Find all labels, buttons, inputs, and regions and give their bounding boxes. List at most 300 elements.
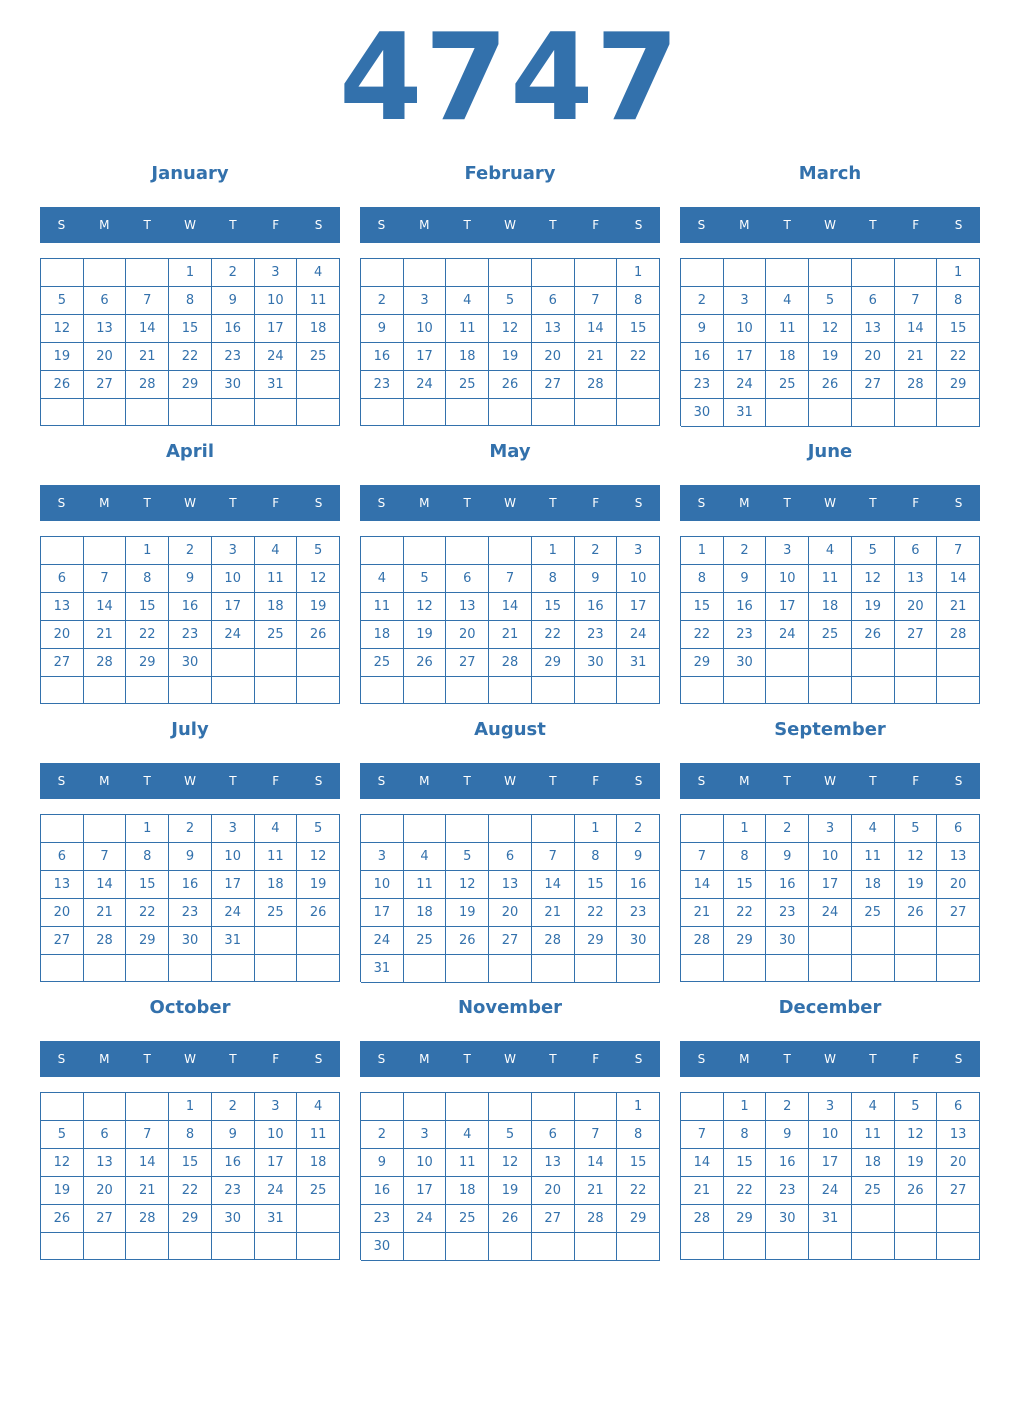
day-cell: 27	[937, 899, 980, 927]
empty-cell	[84, 955, 127, 982]
day-cell: 6	[41, 843, 84, 871]
day-cell: 11	[809, 565, 852, 593]
weekday-header	[680, 207, 980, 243]
day-cell: 12	[41, 315, 84, 343]
empty-cell	[84, 815, 127, 843]
empty-cell	[361, 815, 404, 843]
empty-cell	[895, 1233, 938, 1260]
weekday-label: T	[463, 218, 471, 232]
day-cell: 16	[575, 593, 618, 621]
weekday-label: M	[419, 496, 430, 510]
empty-cell	[126, 1093, 169, 1121]
day-cell: 24	[255, 343, 298, 371]
empty-cell	[852, 927, 895, 955]
day-cell: 23	[361, 371, 404, 399]
day-cell: 15	[532, 593, 575, 621]
empty-cell	[212, 399, 255, 426]
day-cell: 19	[489, 343, 532, 371]
empty-cell	[937, 1205, 980, 1233]
day-cell: 12	[297, 565, 340, 593]
day-cell: 5	[895, 1093, 938, 1121]
day-cell: 28	[937, 621, 980, 649]
day-cell: 30	[766, 1205, 809, 1233]
day-cell: 5	[41, 287, 84, 315]
month-title: December	[778, 997, 882, 1018]
empty-cell	[617, 1233, 660, 1261]
day-cell: 4	[297, 259, 340, 287]
empty-cell	[41, 399, 84, 426]
empty-cell	[297, 1205, 340, 1233]
day-cell: 7	[126, 287, 169, 315]
day-cell: 6	[41, 565, 84, 593]
day-cell: 26	[404, 649, 447, 677]
day-cell: 24	[809, 899, 852, 927]
day-cell: 18	[297, 1149, 340, 1177]
day-cell: 13	[84, 315, 127, 343]
empty-cell	[297, 1233, 340, 1260]
month-november	[360, 994, 660, 1260]
day-cell: 16	[169, 871, 212, 899]
day-cell: 24	[212, 899, 255, 927]
day-cell: 20	[895, 593, 938, 621]
month-march	[680, 160, 980, 426]
empty-cell	[809, 1233, 852, 1260]
day-cell: 16	[617, 871, 660, 899]
day-cell: 17	[724, 343, 767, 371]
day-cell: 20	[84, 1177, 127, 1205]
day-cell: 30	[617, 927, 660, 955]
day-cell: 12	[41, 1149, 84, 1177]
day-cell: 28	[84, 927, 127, 955]
weekday-label: F	[272, 218, 280, 232]
day-grid	[680, 258, 980, 426]
day-cell: 24	[361, 927, 404, 955]
day-cell: 10	[212, 843, 255, 871]
weekday-header	[40, 763, 340, 799]
day-cell: 15	[575, 871, 618, 899]
day-cell: 25	[255, 899, 298, 927]
day-cell: 2	[766, 1093, 809, 1121]
weekday-label: T	[143, 218, 151, 232]
empty-cell	[446, 1093, 489, 1121]
day-cell: 30	[681, 399, 724, 427]
day-cell: 24	[617, 621, 660, 649]
day-cell: 15	[126, 871, 169, 899]
day-cell: 21	[575, 343, 618, 371]
weekday-label: M	[99, 496, 110, 510]
empty-cell	[404, 955, 447, 983]
day-cell: 26	[489, 1205, 532, 1233]
empty-cell	[126, 955, 169, 982]
month-october	[40, 994, 340, 1260]
empty-cell	[532, 815, 575, 843]
day-cell: 8	[724, 843, 767, 871]
day-cell: 29	[169, 1205, 212, 1233]
day-cell: 8	[575, 843, 618, 871]
day-cell: 7	[84, 843, 127, 871]
empty-cell	[255, 399, 298, 426]
day-cell: 8	[617, 287, 660, 315]
empty-cell	[126, 677, 169, 704]
day-cell: 20	[41, 621, 84, 649]
day-cell: 20	[937, 1149, 980, 1177]
day-cell: 13	[532, 315, 575, 343]
day-cell: 10	[255, 1121, 298, 1149]
day-cell: 19	[489, 1177, 532, 1205]
day-cell: 5	[404, 565, 447, 593]
day-cell: 15	[617, 315, 660, 343]
weekday-label: T	[869, 496, 877, 510]
day-cell: 6	[937, 1093, 980, 1121]
day-cell: 26	[852, 621, 895, 649]
day-cell: 7	[575, 287, 618, 315]
empty-cell	[809, 259, 852, 287]
weekday-label: S	[314, 774, 323, 788]
day-cell: 17	[361, 899, 404, 927]
empty-cell	[212, 955, 255, 982]
empty-cell	[937, 399, 980, 427]
day-cell: 9	[681, 315, 724, 343]
empty-cell	[41, 537, 84, 565]
day-cell: 17	[255, 315, 298, 343]
day-cell: 13	[84, 1149, 127, 1177]
day-cell: 12	[809, 315, 852, 343]
weekday-label: F	[272, 1052, 280, 1066]
day-cell: 10	[255, 287, 298, 315]
day-cell: 13	[489, 871, 532, 899]
empty-cell	[404, 1233, 447, 1261]
weekday-label: F	[272, 496, 280, 510]
weekday-label: T	[869, 774, 877, 788]
day-cell: 27	[532, 371, 575, 399]
day-cell: 8	[617, 1121, 660, 1149]
empty-cell	[766, 399, 809, 427]
day-cell: 6	[895, 537, 938, 565]
empty-cell	[297, 955, 340, 982]
day-cell: 28	[126, 371, 169, 399]
day-cell: 22	[532, 621, 575, 649]
day-cell: 14	[126, 315, 169, 343]
day-cell: 30	[361, 1233, 404, 1261]
day-cell: 25	[852, 1177, 895, 1205]
month-january	[40, 160, 340, 426]
weekday-label: T	[549, 1052, 557, 1066]
day-cell: 26	[895, 1177, 938, 1205]
empty-cell	[852, 259, 895, 287]
empty-cell	[681, 677, 724, 704]
day-cell: 21	[84, 621, 127, 649]
weekday-label: M	[739, 218, 750, 232]
empty-cell	[681, 1093, 724, 1121]
day-cell: 27	[852, 371, 895, 399]
day-cell: 26	[297, 899, 340, 927]
day-cell: 27	[446, 649, 489, 677]
day-cell: 16	[724, 593, 767, 621]
empty-cell	[255, 955, 298, 982]
empty-cell	[489, 815, 532, 843]
day-cell: 4	[297, 1093, 340, 1121]
empty-cell	[937, 955, 980, 982]
day-cell: 16	[169, 593, 212, 621]
empty-cell	[852, 955, 895, 982]
month-july	[40, 716, 340, 982]
day-cell: 7	[681, 843, 724, 871]
day-cell: 25	[297, 1177, 340, 1205]
weekday-label: S	[697, 496, 706, 510]
weekday-label: M	[739, 1052, 750, 1066]
empty-cell	[617, 371, 660, 399]
empty-cell	[212, 649, 255, 677]
day-cell: 22	[681, 621, 724, 649]
empty-cell	[404, 399, 447, 426]
empty-cell	[489, 259, 532, 287]
day-cell: 6	[532, 287, 575, 315]
day-cell: 5	[809, 287, 852, 315]
day-cell: 29	[617, 1205, 660, 1233]
day-cell: 14	[681, 871, 724, 899]
empty-cell	[532, 259, 575, 287]
day-cell: 9	[617, 843, 660, 871]
weekday-label: T	[463, 774, 471, 788]
day-cell: 19	[446, 899, 489, 927]
day-cell: 7	[895, 287, 938, 315]
day-cell: 2	[681, 287, 724, 315]
day-cell: 17	[212, 871, 255, 899]
month-september	[680, 716, 980, 982]
weekday-header	[680, 763, 980, 799]
empty-cell	[255, 1233, 298, 1260]
day-cell: 1	[681, 537, 724, 565]
day-cell: 24	[724, 371, 767, 399]
day-cell: 2	[575, 537, 618, 565]
day-cell: 10	[809, 843, 852, 871]
day-cell: 11	[297, 287, 340, 315]
day-cell: 13	[895, 565, 938, 593]
day-cell: 7	[126, 1121, 169, 1149]
empty-cell	[446, 1233, 489, 1261]
day-cell: 10	[212, 565, 255, 593]
day-cell: 4	[446, 287, 489, 315]
day-cell: 18	[852, 871, 895, 899]
day-cell: 17	[766, 593, 809, 621]
empty-cell	[84, 259, 127, 287]
day-cell: 4	[446, 1121, 489, 1149]
day-cell: 26	[895, 899, 938, 927]
month-title: September	[774, 719, 886, 740]
day-cell: 11	[297, 1121, 340, 1149]
empty-cell	[766, 1233, 809, 1260]
weekday-label: M	[99, 774, 110, 788]
day-cell: 1	[937, 259, 980, 287]
weekday-label: T	[783, 1052, 791, 1066]
day-cell: 25	[446, 1205, 489, 1233]
day-cell: 11	[766, 315, 809, 343]
weekday-label: F	[912, 1052, 920, 1066]
day-grid	[40, 814, 340, 982]
weekday-header	[360, 763, 660, 799]
weekday-label: M	[99, 218, 110, 232]
day-cell: 14	[532, 871, 575, 899]
weekday-label: W	[824, 218, 836, 232]
empty-cell	[169, 677, 212, 704]
day-cell: 19	[852, 593, 895, 621]
day-cell: 21	[84, 899, 127, 927]
empty-cell	[895, 259, 938, 287]
day-cell: 31	[255, 1205, 298, 1233]
day-cell: 20	[532, 343, 575, 371]
empty-cell	[895, 677, 938, 704]
empty-cell	[297, 649, 340, 677]
empty-cell	[255, 677, 298, 704]
empty-cell	[681, 955, 724, 982]
weekday-label: M	[419, 1052, 430, 1066]
month-title: July	[171, 719, 209, 740]
weekday-label: S	[634, 1052, 643, 1066]
empty-cell	[212, 1233, 255, 1260]
day-cell: 17	[255, 1149, 298, 1177]
weekday-label: F	[592, 1052, 600, 1066]
day-cell: 26	[446, 927, 489, 955]
day-cell: 17	[212, 593, 255, 621]
day-cell: 11	[852, 1121, 895, 1149]
empty-cell	[404, 537, 447, 565]
day-cell: 4	[255, 815, 298, 843]
day-cell: 13	[41, 593, 84, 621]
weekday-label: W	[824, 496, 836, 510]
day-cell: 6	[84, 1121, 127, 1149]
empty-cell	[41, 1233, 84, 1260]
day-cell: 6	[937, 815, 980, 843]
day-cell: 24	[404, 1205, 447, 1233]
day-cell: 16	[361, 343, 404, 371]
day-cell: 9	[724, 565, 767, 593]
day-cell: 13	[41, 871, 84, 899]
day-cell: 10	[361, 871, 404, 899]
empty-cell	[532, 677, 575, 704]
weekday-label: F	[592, 496, 600, 510]
weekday-label: T	[463, 1052, 471, 1066]
day-cell: 27	[41, 649, 84, 677]
empty-cell	[126, 1233, 169, 1260]
day-cell: 19	[297, 871, 340, 899]
empty-cell	[575, 677, 618, 704]
day-cell: 23	[681, 371, 724, 399]
day-cell: 8	[126, 565, 169, 593]
day-cell: 14	[126, 1149, 169, 1177]
day-cell: 22	[724, 1177, 767, 1205]
day-cell: 23	[169, 899, 212, 927]
empty-cell	[489, 677, 532, 704]
day-cell: 12	[895, 1121, 938, 1149]
empty-cell	[937, 677, 980, 704]
month-may	[360, 438, 660, 704]
empty-cell	[404, 815, 447, 843]
day-cell: 13	[852, 315, 895, 343]
day-cell: 14	[895, 315, 938, 343]
day-cell: 6	[532, 1121, 575, 1149]
day-cell: 25	[404, 927, 447, 955]
day-cell: 31	[724, 399, 767, 427]
empty-cell	[297, 927, 340, 955]
weekday-label: W	[824, 774, 836, 788]
month-february	[360, 160, 660, 426]
day-cell: 27	[895, 621, 938, 649]
weekday-label: S	[954, 218, 963, 232]
empty-cell	[361, 1093, 404, 1121]
empty-cell	[169, 399, 212, 426]
day-cell: 12	[297, 843, 340, 871]
day-grid	[360, 258, 660, 426]
day-cell: 4	[852, 1093, 895, 1121]
day-cell: 24	[212, 621, 255, 649]
day-cell: 2	[361, 287, 404, 315]
day-cell: 2	[212, 1093, 255, 1121]
day-cell: 15	[724, 871, 767, 899]
day-cell: 26	[297, 621, 340, 649]
day-cell: 29	[724, 927, 767, 955]
empty-cell	[681, 815, 724, 843]
day-cell: 11	[255, 565, 298, 593]
weekday-label: T	[229, 774, 237, 788]
day-cell: 21	[681, 899, 724, 927]
day-cell: 31	[809, 1205, 852, 1233]
empty-cell	[212, 677, 255, 704]
day-cell: 11	[852, 843, 895, 871]
empty-cell	[84, 399, 127, 426]
day-cell: 7	[937, 537, 980, 565]
day-cell: 21	[575, 1177, 618, 1205]
empty-cell	[84, 677, 127, 704]
empty-cell	[169, 1233, 212, 1260]
day-cell: 29	[169, 371, 212, 399]
empty-cell	[809, 955, 852, 982]
empty-cell	[724, 677, 767, 704]
empty-cell	[126, 399, 169, 426]
day-cell: 5	[489, 1121, 532, 1149]
day-grid	[680, 536, 980, 704]
empty-cell	[724, 259, 767, 287]
month-december	[680, 994, 980, 1260]
day-cell: 3	[809, 815, 852, 843]
day-cell: 8	[532, 565, 575, 593]
day-cell: 19	[404, 621, 447, 649]
day-cell: 27	[41, 927, 84, 955]
empty-cell	[895, 955, 938, 982]
empty-cell	[489, 1233, 532, 1261]
day-cell: 16	[361, 1177, 404, 1205]
day-grid	[40, 258, 340, 426]
day-cell: 17	[809, 871, 852, 899]
day-cell: 25	[809, 621, 852, 649]
empty-cell	[255, 649, 298, 677]
empty-cell	[489, 955, 532, 983]
day-cell: 2	[169, 537, 212, 565]
empty-cell	[575, 955, 618, 983]
month-april	[40, 438, 340, 704]
weekday-label: T	[549, 218, 557, 232]
day-cell: 2	[766, 815, 809, 843]
day-cell: 11	[446, 315, 489, 343]
day-cell: 20	[937, 871, 980, 899]
day-cell: 18	[446, 1177, 489, 1205]
day-cell: 30	[724, 649, 767, 677]
day-cell: 21	[895, 343, 938, 371]
day-cell: 8	[169, 287, 212, 315]
empty-cell	[297, 399, 340, 426]
empty-cell	[446, 537, 489, 565]
day-cell: 9	[766, 1121, 809, 1149]
weekday-label: S	[377, 496, 386, 510]
